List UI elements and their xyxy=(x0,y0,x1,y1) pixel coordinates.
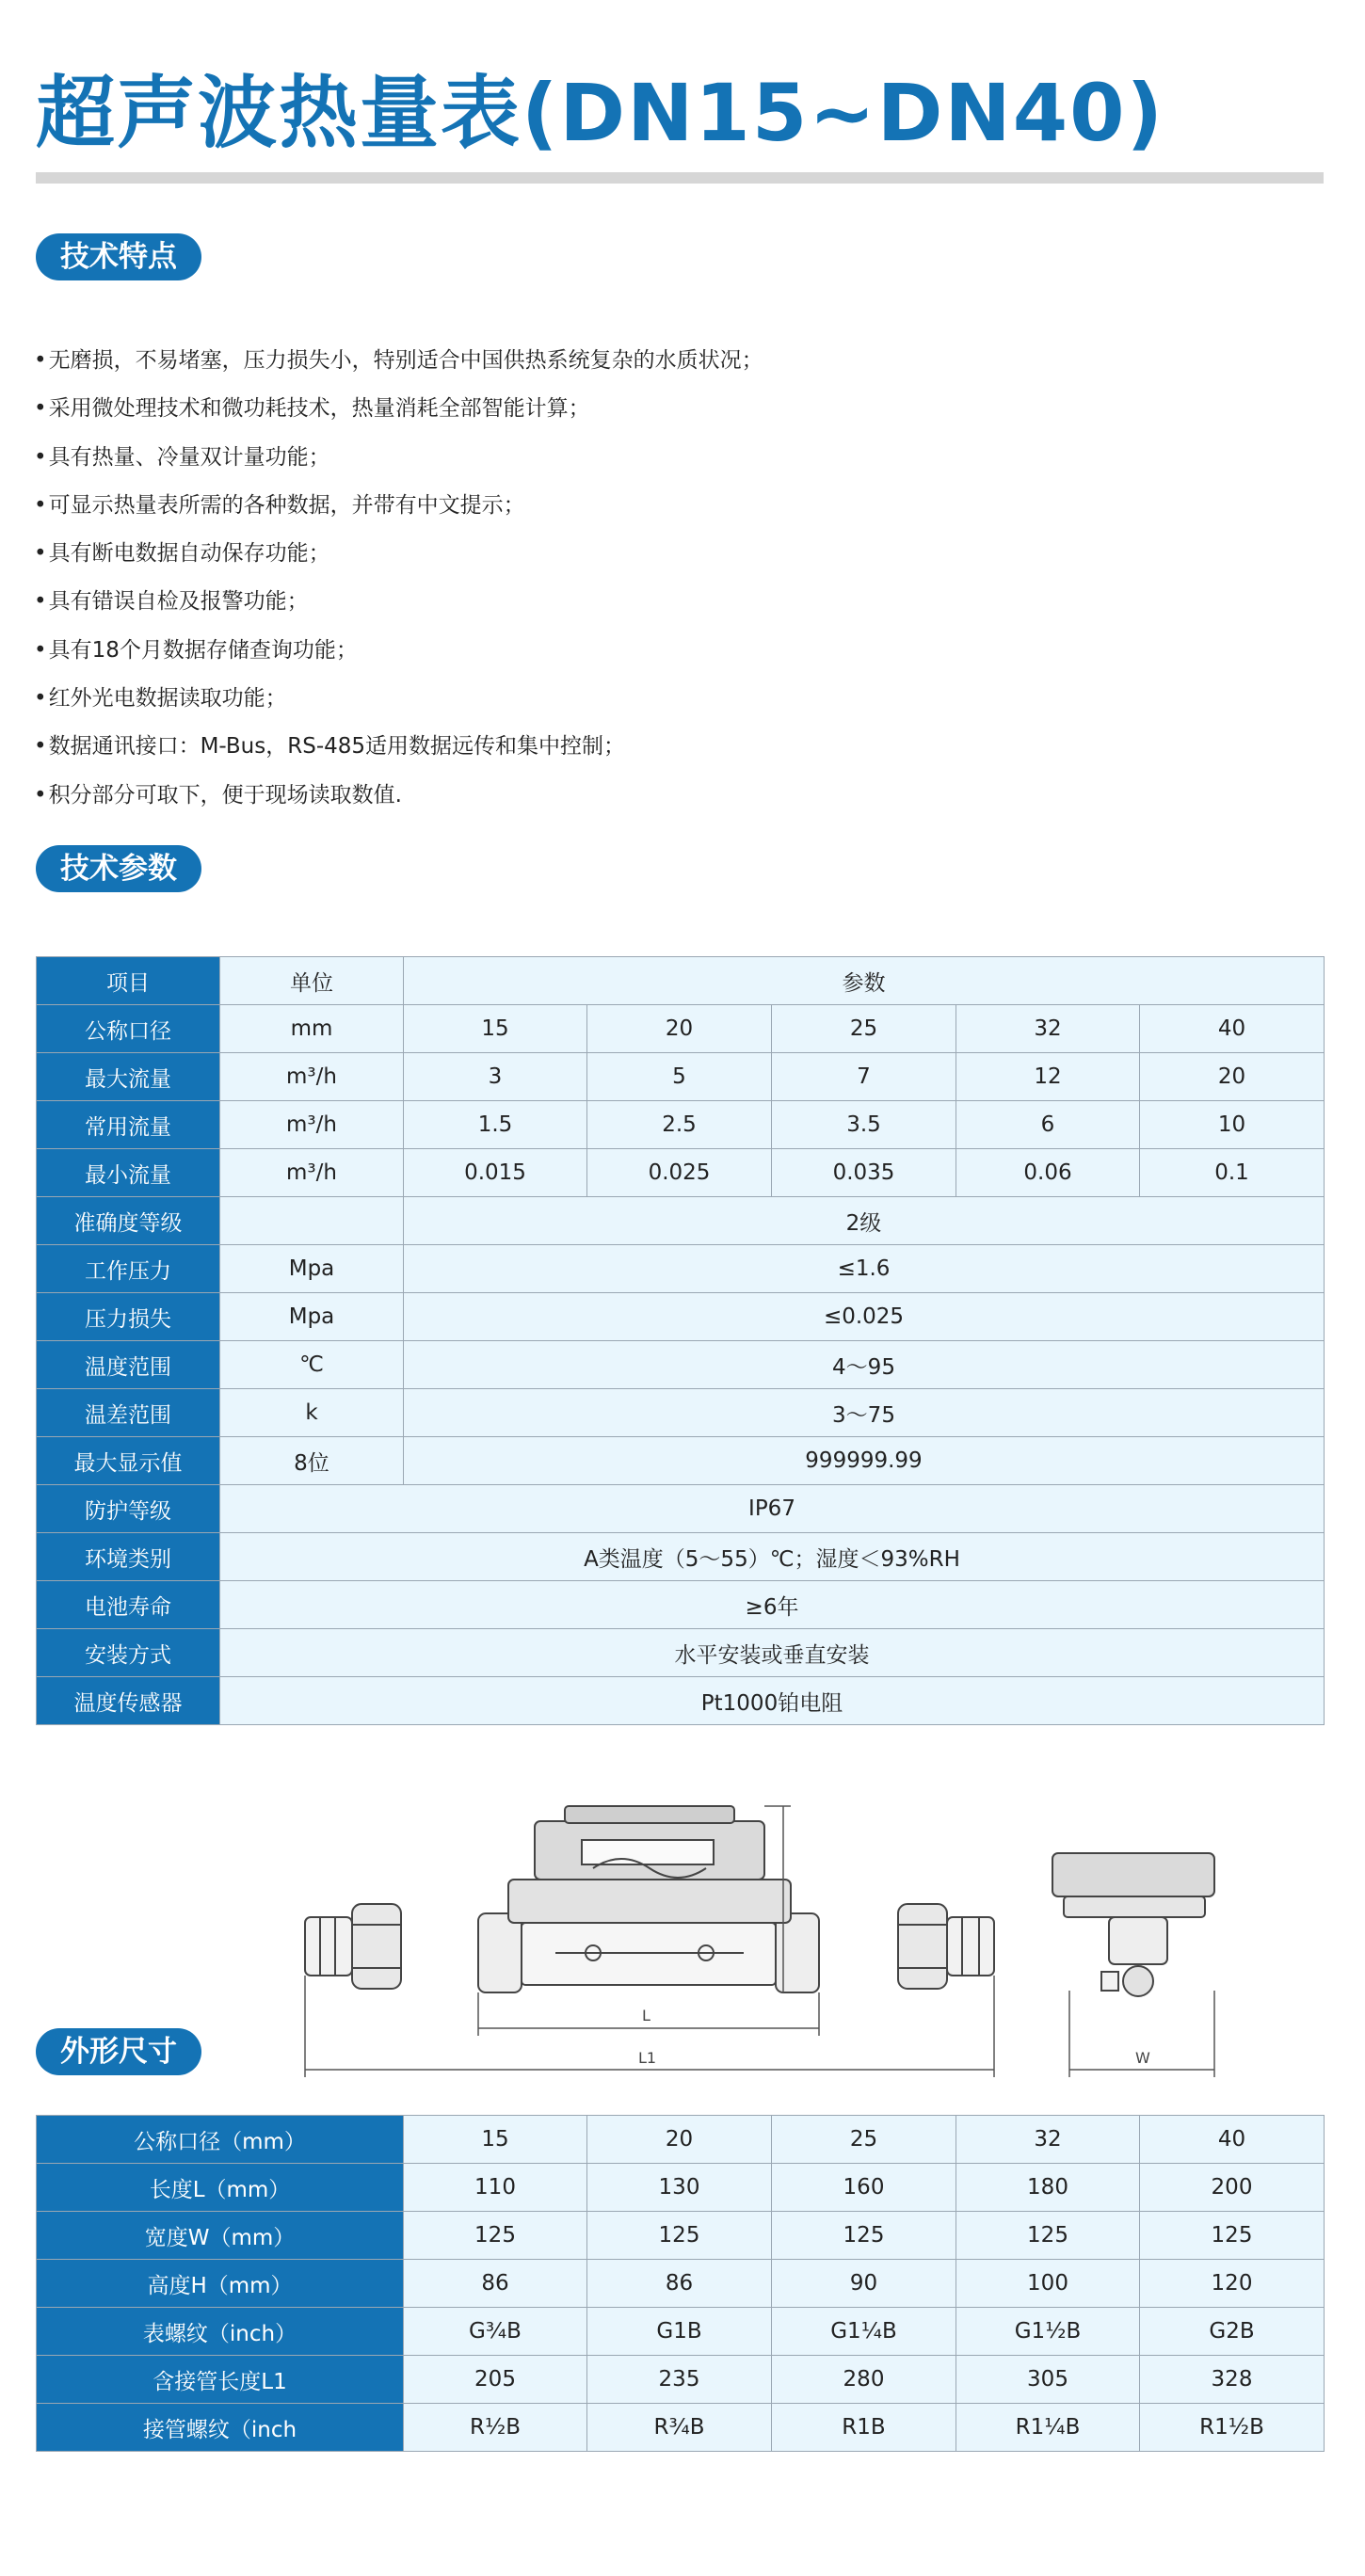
table-row xyxy=(37,1005,1325,1053)
row-label: 最大显示值 xyxy=(37,1437,220,1485)
row-unit: Mpa xyxy=(220,1293,404,1341)
cell: 160 xyxy=(772,2164,956,2212)
cell: 235 xyxy=(587,2356,772,2404)
row-label: 宽度W（mm） xyxy=(37,2212,404,2260)
cell: 0.025 xyxy=(587,1149,772,1197)
cell: R½B xyxy=(404,2404,587,2452)
cell: 125 xyxy=(1140,2212,1325,2260)
cell: G1½B xyxy=(956,2308,1140,2356)
row-label: 温差范围 xyxy=(37,1389,220,1437)
cell: 6 xyxy=(956,1101,1140,1149)
table-row xyxy=(37,1341,1325,1389)
cell: 水平安装或垂直安装 xyxy=(220,1629,1325,1677)
cell: 280 xyxy=(772,2356,956,2404)
cell: ≤0.025 xyxy=(404,1293,1325,1341)
section-title-features: 技术特点 xyxy=(36,233,201,280)
cell: 120 xyxy=(1140,2260,1325,2308)
table-row xyxy=(37,2308,1325,2356)
feature-item: • 具有断电数据自动保存功能； xyxy=(34,530,1333,578)
cell: 125 xyxy=(956,2212,1140,2260)
feature-list xyxy=(34,337,1333,820)
table-row xyxy=(37,1389,1325,1437)
table-row xyxy=(37,2164,1325,2212)
table-row xyxy=(37,957,1325,1005)
dimension-label-l: L xyxy=(642,2007,650,2024)
row-label: 含接管长度L1 xyxy=(37,2356,404,2404)
cell: 7 xyxy=(772,1053,956,1101)
row-unit: m³/h xyxy=(220,1101,404,1149)
cell: A类温度（5～55）℃；湿度＜93%RH xyxy=(220,1533,1325,1581)
cell: 25 xyxy=(772,2116,956,2164)
cell: 3～75 xyxy=(404,1389,1325,1437)
cell: 200 xyxy=(1140,2164,1325,2212)
cell: ≤1.6 xyxy=(404,1245,1325,1293)
row-label: 温度范围 xyxy=(37,1341,220,1389)
cell: 2级 xyxy=(404,1197,1325,1245)
feature-item: • 具有热量、冷量双计量功能； xyxy=(34,434,1333,482)
side-view xyxy=(1052,1853,1214,1996)
row-label: 防护等级 xyxy=(37,1485,220,1533)
cell: R1½B xyxy=(1140,2404,1325,2452)
cell: 205 xyxy=(404,2356,587,2404)
cell: ≥6年 xyxy=(220,1581,1325,1629)
header-unit: 单位 xyxy=(220,957,404,1005)
cell: 5 xyxy=(587,1053,772,1101)
row-unit: m³/h xyxy=(220,1053,404,1101)
cell: 110 xyxy=(404,2164,587,2212)
row-label: 高度H（mm） xyxy=(37,2260,404,2308)
row-label: 压力损失 xyxy=(37,1293,220,1341)
table-row xyxy=(37,1293,1325,1341)
cell: 0.015 xyxy=(404,1149,587,1197)
page-title: 超声波热量表(DN15~DN40) xyxy=(36,67,1165,159)
front-view xyxy=(305,1806,994,1992)
table-row xyxy=(37,2404,1325,2452)
feature-item: • 无磨损，不易堵塞，压力损失小，特别适合中国供热系统复杂的水质状况； xyxy=(34,337,1333,385)
row-label: 安装方式 xyxy=(37,1629,220,1677)
cell: Pt1000铂电阻 xyxy=(220,1677,1325,1725)
cell: 100 xyxy=(956,2260,1140,2308)
cell: 999999.99 xyxy=(404,1437,1325,1485)
row-unit: 8位 xyxy=(220,1437,404,1485)
cell: 125 xyxy=(587,2212,772,2260)
cell: R1B xyxy=(772,2404,956,2452)
cell: 12 xyxy=(956,1053,1140,1101)
cell: 40 xyxy=(1140,1005,1325,1053)
cell: 20 xyxy=(587,1005,772,1053)
table-row xyxy=(37,2356,1325,2404)
table-row xyxy=(37,2116,1325,2164)
table-row xyxy=(37,1533,1325,1581)
cell: 20 xyxy=(587,2116,772,2164)
table-row xyxy=(37,1149,1325,1197)
row-label: 工作压力 xyxy=(37,1245,220,1293)
cell: 130 xyxy=(587,2164,772,2212)
params-table xyxy=(36,956,1325,1725)
cell: 3.5 xyxy=(772,1101,956,1149)
cell: 180 xyxy=(956,2164,1140,2212)
cell: 20 xyxy=(1140,1053,1325,1101)
table-row xyxy=(37,1581,1325,1629)
table-row xyxy=(37,1677,1325,1725)
cell: 10 xyxy=(1140,1101,1325,1149)
feature-item: • 红外光电数据读取功能； xyxy=(34,675,1333,723)
table-row xyxy=(37,1629,1325,1677)
cell: 1.5 xyxy=(404,1101,587,1149)
feature-item: • 数据通讯接口：M-Bus，RS-485适用数据远传和集中控制； xyxy=(34,723,1333,771)
cell: 90 xyxy=(772,2260,956,2308)
meter-dimension-drawing xyxy=(282,1802,1224,2085)
cell: 86 xyxy=(404,2260,587,2308)
cell: 3 xyxy=(404,1053,587,1101)
cell: 328 xyxy=(1140,2356,1325,2404)
row-unit: mm xyxy=(220,1005,404,1053)
feature-item: • 具有18个月数据存储查询功能； xyxy=(34,627,1333,675)
row-unit xyxy=(220,1197,404,1245)
section-title-dimensions: 外形尺寸 xyxy=(36,2028,201,2075)
row-label: 公称口径 xyxy=(37,1005,220,1053)
cell: 125 xyxy=(404,2212,587,2260)
table-row xyxy=(37,1245,1325,1293)
row-label: 接管螺纹（inch xyxy=(37,2404,404,2452)
table-row xyxy=(37,1197,1325,1245)
cell: 40 xyxy=(1140,2116,1325,2164)
cell: R1¼B xyxy=(956,2404,1140,2452)
table-row xyxy=(37,1053,1325,1101)
cell: R¾B xyxy=(587,2404,772,2452)
header-item: 项目 xyxy=(37,957,220,1005)
cell: 25 xyxy=(772,1005,956,1053)
dimensions-table xyxy=(36,2115,1325,2452)
cell: G1¼B xyxy=(772,2308,956,2356)
cell: G¾B xyxy=(404,2308,587,2356)
row-label: 温度传感器 xyxy=(37,1677,220,1725)
row-unit: Mpa xyxy=(220,1245,404,1293)
cell: 0.035 xyxy=(772,1149,956,1197)
cell: 32 xyxy=(956,2116,1140,2164)
title-underline xyxy=(36,172,1324,184)
dimension-label-l1: L1 xyxy=(638,2049,657,2067)
row-unit: m³/h xyxy=(220,1149,404,1197)
cell: G1B xyxy=(587,2308,772,2356)
dimension-label-w: W xyxy=(1135,2049,1150,2067)
row-label: 长度L（mm） xyxy=(37,2164,404,2212)
cell: 2.5 xyxy=(587,1101,772,1149)
cell: 32 xyxy=(956,1005,1140,1053)
cell: 125 xyxy=(772,2212,956,2260)
cell: 86 xyxy=(587,2260,772,2308)
cell: IP67 xyxy=(220,1485,1325,1533)
table-row xyxy=(37,1101,1325,1149)
cell: 0.1 xyxy=(1140,1149,1325,1197)
row-label: 最小流量 xyxy=(37,1149,220,1197)
row-unit: ℃ xyxy=(220,1341,404,1389)
table-row xyxy=(37,2260,1325,2308)
feature-item: • 积分部分可取下，便于现场读取数值. xyxy=(34,772,1333,820)
row-label: 最大流量 xyxy=(37,1053,220,1101)
row-label: 公称口径（mm） xyxy=(37,2116,404,2164)
table-row xyxy=(37,1437,1325,1485)
row-label: 常用流量 xyxy=(37,1101,220,1149)
row-label: 表螺纹（inch） xyxy=(37,2308,404,2356)
cell: 15 xyxy=(404,2116,587,2164)
section-title-params: 技术参数 xyxy=(36,845,201,892)
cell: 305 xyxy=(956,2356,1140,2404)
row-unit: k xyxy=(220,1389,404,1437)
row-label: 准确度等级 xyxy=(37,1197,220,1245)
feature-item: • 采用微处理技术和微功耗技术，热量消耗全部智能计算； xyxy=(34,385,1333,433)
table-row xyxy=(37,1485,1325,1533)
header-params: 参数 xyxy=(404,957,1325,1005)
table-row xyxy=(37,2212,1325,2260)
cell: G2B xyxy=(1140,2308,1325,2356)
row-label: 电池寿命 xyxy=(37,1581,220,1629)
feature-item: • 可显示热量表所需的各种数据，并带有中文提示； xyxy=(34,482,1333,530)
cell: 15 xyxy=(404,1005,587,1053)
row-label: 环境类别 xyxy=(37,1533,220,1581)
cell: 4～95 xyxy=(404,1341,1325,1389)
cell: 0.06 xyxy=(956,1149,1140,1197)
feature-item: • 具有错误自检及报警功能； xyxy=(34,578,1333,626)
